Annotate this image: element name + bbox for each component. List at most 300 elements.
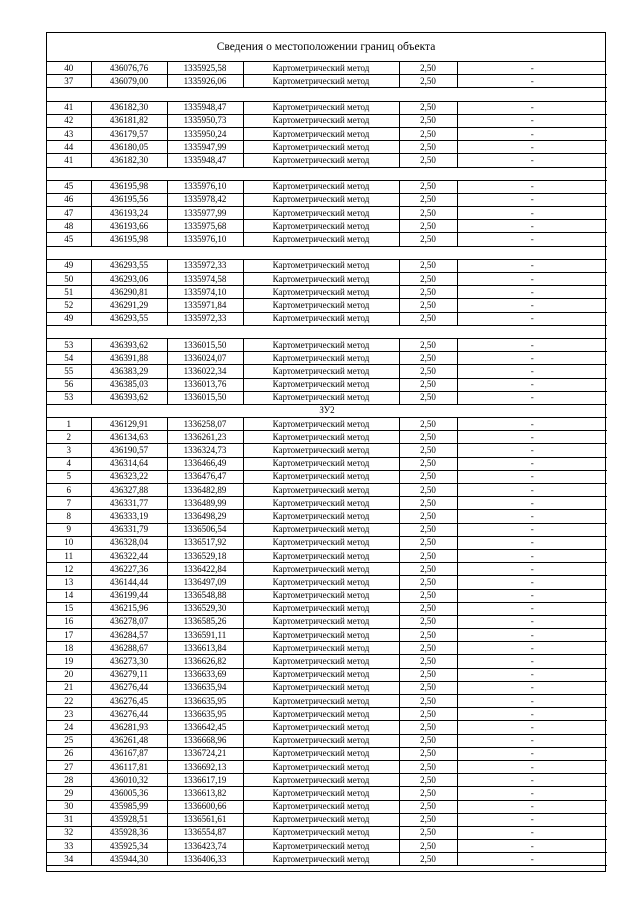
description-cell: - bbox=[457, 813, 607, 826]
description-cell: - bbox=[457, 721, 607, 734]
point-number-cell: 4 bbox=[47, 457, 91, 470]
group-separator-row bbox=[47, 246, 607, 259]
coord-y-cell: 1335978,42 bbox=[167, 193, 243, 206]
point-number-cell: 40 bbox=[47, 62, 91, 75]
description-cell: - bbox=[457, 273, 607, 286]
coord-x-cell: 436195,98 bbox=[91, 180, 167, 193]
accuracy-cell: 2,50 bbox=[399, 431, 457, 444]
method-cell: Картометрический метод bbox=[243, 853, 399, 866]
method-cell: Картометрический метод bbox=[243, 484, 399, 497]
coord-y-cell: 1335974,10 bbox=[167, 286, 243, 299]
coord-y-cell: 1336422,84 bbox=[167, 563, 243, 576]
coord-x-cell: 436215,96 bbox=[91, 602, 167, 615]
coord-x-cell: 436327,88 bbox=[91, 484, 167, 497]
description-cell: - bbox=[457, 484, 607, 497]
coord-x-cell: 436195,56 bbox=[91, 193, 167, 206]
accuracy-cell: 2,50 bbox=[399, 813, 457, 826]
table-row bbox=[47, 681, 607, 694]
description-cell: - bbox=[457, 497, 607, 510]
description-cell: - bbox=[457, 220, 607, 233]
accuracy-cell: 2,50 bbox=[399, 721, 457, 734]
accuracy-cell: 2,50 bbox=[399, 681, 457, 694]
accuracy-cell: 2,50 bbox=[399, 233, 457, 246]
method-cell: Картометрический метод bbox=[243, 62, 399, 75]
point-number-cell: 9 bbox=[47, 523, 91, 536]
point-number-cell: 18 bbox=[47, 642, 91, 655]
description-cell: - bbox=[457, 800, 607, 813]
coord-y-cell: 1336548,88 bbox=[167, 589, 243, 602]
accuracy-cell: 2,50 bbox=[399, 180, 457, 193]
method-cell: Картометрический метод bbox=[243, 75, 399, 88]
accuracy-cell: 2,50 bbox=[399, 523, 457, 536]
description-cell: - bbox=[457, 259, 607, 272]
coord-x-cell: 436193,66 bbox=[91, 220, 167, 233]
accuracy-cell: 2,50 bbox=[399, 418, 457, 431]
table-row bbox=[47, 695, 607, 708]
table-row bbox=[47, 602, 607, 615]
point-number-cell: 21 bbox=[47, 681, 91, 694]
coord-x-cell: 435944,30 bbox=[91, 853, 167, 866]
point-number-cell: 23 bbox=[47, 708, 91, 721]
coord-y-cell: 1336724,21 bbox=[167, 747, 243, 760]
point-number-cell: 32 bbox=[47, 826, 91, 839]
table-row bbox=[47, 286, 607, 299]
method-cell: Картометрический метод bbox=[243, 418, 399, 431]
coord-y-cell: 1336635,95 bbox=[167, 708, 243, 721]
coord-x-cell: 436179,57 bbox=[91, 127, 167, 140]
description-cell: - bbox=[457, 549, 607, 562]
table-row bbox=[47, 510, 607, 523]
point-number-cell: 42 bbox=[47, 114, 91, 127]
point-number-cell: 10 bbox=[47, 536, 91, 549]
coord-y-cell: 1336013,76 bbox=[167, 378, 243, 391]
group-separator-row bbox=[47, 167, 607, 180]
description-cell: - bbox=[457, 576, 607, 589]
point-number-cell: 2 bbox=[47, 431, 91, 444]
group-separator bbox=[47, 246, 607, 259]
coord-y-cell: 1336529,18 bbox=[167, 549, 243, 562]
coord-y-cell: 1335925,58 bbox=[167, 62, 243, 75]
description-cell: - bbox=[457, 826, 607, 839]
description-cell: - bbox=[457, 642, 607, 655]
table-row bbox=[47, 444, 607, 457]
coord-x-cell: 436293,55 bbox=[91, 312, 167, 325]
point-number-cell: 55 bbox=[47, 365, 91, 378]
method-cell: Картометрический метод bbox=[243, 563, 399, 576]
coord-y-cell: 1335971,84 bbox=[167, 299, 243, 312]
description-cell: - bbox=[457, 391, 607, 404]
accuracy-cell: 2,50 bbox=[399, 141, 457, 154]
point-number-cell: 54 bbox=[47, 352, 91, 365]
method-cell: Картометрический метод bbox=[243, 220, 399, 233]
coord-y-cell: 1336591,11 bbox=[167, 629, 243, 642]
table-row bbox=[47, 365, 607, 378]
accuracy-cell: 2,50 bbox=[399, 642, 457, 655]
point-number-cell: 7 bbox=[47, 497, 91, 510]
coord-x-cell: 436129,91 bbox=[91, 418, 167, 431]
document-title: Сведения о местоположении границ объекта bbox=[47, 33, 605, 62]
method-cell: Картометрический метод bbox=[243, 352, 399, 365]
method-cell: Картометрический метод bbox=[243, 444, 399, 457]
accuracy-cell: 2,50 bbox=[399, 549, 457, 562]
method-cell: Картометрический метод bbox=[243, 602, 399, 615]
table-row bbox=[47, 193, 607, 206]
method-cell: Картометрический метод bbox=[243, 536, 399, 549]
accuracy-cell: 2,50 bbox=[399, 312, 457, 325]
description-cell: - bbox=[457, 681, 607, 694]
method-cell: Картометрический метод bbox=[243, 141, 399, 154]
accuracy-cell: 2,50 bbox=[399, 444, 457, 457]
table-row bbox=[47, 563, 607, 576]
method-cell: Картометрический метод bbox=[243, 549, 399, 562]
group-separator bbox=[47, 167, 607, 180]
description-cell: - bbox=[457, 840, 607, 853]
description-cell: - bbox=[457, 141, 607, 154]
coord-x-cell: 436010,32 bbox=[91, 774, 167, 787]
coord-x-cell: 436322,44 bbox=[91, 549, 167, 562]
point-number-cell: 53 bbox=[47, 391, 91, 404]
description-cell: - bbox=[457, 62, 607, 75]
method-cell: Картометрический метод bbox=[243, 681, 399, 694]
point-number-cell: 45 bbox=[47, 233, 91, 246]
description-cell: - bbox=[457, 114, 607, 127]
coord-y-cell: 1335972,33 bbox=[167, 312, 243, 325]
table-row bbox=[47, 457, 607, 470]
point-number-cell: 33 bbox=[47, 840, 91, 853]
table-row bbox=[47, 642, 607, 655]
point-number-cell: 22 bbox=[47, 695, 91, 708]
coord-y-cell: 1336613,84 bbox=[167, 642, 243, 655]
method-cell: Картометрический метод bbox=[243, 826, 399, 839]
coord-y-cell: 1335948,47 bbox=[167, 154, 243, 167]
point-number-cell: 19 bbox=[47, 655, 91, 668]
accuracy-cell: 2,50 bbox=[399, 127, 457, 140]
accuracy-cell: 2,50 bbox=[399, 391, 457, 404]
coord-x-cell: 436167,87 bbox=[91, 747, 167, 760]
document-page bbox=[46, 32, 606, 872]
coord-x-cell: 436144,44 bbox=[91, 576, 167, 589]
coord-x-cell: 436323,22 bbox=[91, 470, 167, 483]
coord-y-cell: 1336423,74 bbox=[167, 840, 243, 853]
coord-x-cell: 436195,98 bbox=[91, 233, 167, 246]
table-row bbox=[47, 523, 607, 536]
coord-y-cell: 1335926,06 bbox=[167, 75, 243, 88]
accuracy-cell: 2,50 bbox=[399, 378, 457, 391]
table-row bbox=[47, 826, 607, 839]
point-number-cell: 47 bbox=[47, 207, 91, 220]
point-number-cell: 51 bbox=[47, 286, 91, 299]
coord-y-cell: 1336561,61 bbox=[167, 813, 243, 826]
coord-y-cell: 1336489,99 bbox=[167, 497, 243, 510]
description-cell: - bbox=[457, 589, 607, 602]
accuracy-cell: 2,50 bbox=[399, 747, 457, 760]
point-number-cell: 30 bbox=[47, 800, 91, 813]
point-number-cell: 15 bbox=[47, 602, 91, 615]
table-row bbox=[47, 378, 607, 391]
method-cell: Картометрический метод bbox=[243, 655, 399, 668]
description-cell: - bbox=[457, 563, 607, 576]
coord-y-cell: 1336261,23 bbox=[167, 431, 243, 444]
description-cell: - bbox=[457, 655, 607, 668]
point-number-cell: 12 bbox=[47, 563, 91, 576]
table-row bbox=[47, 312, 607, 325]
method-cell: Картометрический метод bbox=[243, 708, 399, 721]
coord-x-cell: 436079,00 bbox=[91, 75, 167, 88]
coord-y-cell: 1336482,89 bbox=[167, 484, 243, 497]
method-cell: Картометрический метод bbox=[243, 114, 399, 127]
coord-x-cell: 436273,30 bbox=[91, 655, 167, 668]
table-row bbox=[47, 62, 607, 75]
method-cell: Картометрический метод bbox=[243, 813, 399, 826]
point-number-cell: 49 bbox=[47, 312, 91, 325]
coord-x-cell: 436290,81 bbox=[91, 286, 167, 299]
section-header-row bbox=[47, 404, 607, 417]
point-number-cell: 1 bbox=[47, 418, 91, 431]
accuracy-cell: 2,50 bbox=[399, 760, 457, 773]
method-cell: Картометрический метод bbox=[243, 154, 399, 167]
description-cell: - bbox=[457, 207, 607, 220]
coord-x-cell: 436385,03 bbox=[91, 378, 167, 391]
method-cell: Картометрический метод bbox=[243, 721, 399, 734]
table-row bbox=[47, 101, 607, 114]
group-separator bbox=[47, 88, 607, 101]
point-number-cell: 48 bbox=[47, 220, 91, 233]
accuracy-cell: 2,50 bbox=[399, 497, 457, 510]
coord-x-cell: 436199,44 bbox=[91, 589, 167, 602]
method-cell: Картометрический метод bbox=[243, 286, 399, 299]
coord-x-cell: 435925,34 bbox=[91, 840, 167, 853]
method-cell: Картометрический метод bbox=[243, 457, 399, 470]
method-cell: Картометрический метод bbox=[243, 233, 399, 246]
coord-x-cell: 436279,11 bbox=[91, 668, 167, 681]
accuracy-cell: 2,50 bbox=[399, 615, 457, 628]
coord-x-cell: 436182,30 bbox=[91, 154, 167, 167]
point-number-cell: 43 bbox=[47, 127, 91, 140]
table-row bbox=[47, 721, 607, 734]
method-cell: Картометрический метод bbox=[243, 497, 399, 510]
coord-y-cell: 1336015,50 bbox=[167, 338, 243, 351]
accuracy-cell: 2,50 bbox=[399, 273, 457, 286]
accuracy-cell: 2,50 bbox=[399, 695, 457, 708]
coord-x-cell: 436005,36 bbox=[91, 787, 167, 800]
coord-x-cell: 436076,76 bbox=[91, 62, 167, 75]
description-cell: - bbox=[457, 431, 607, 444]
table-row bbox=[47, 484, 607, 497]
coord-x-cell: 435928,36 bbox=[91, 826, 167, 839]
coord-x-cell: 436190,57 bbox=[91, 444, 167, 457]
accuracy-cell: 2,50 bbox=[399, 338, 457, 351]
method-cell: Картометрический метод bbox=[243, 101, 399, 114]
table-row bbox=[47, 813, 607, 826]
table-row bbox=[47, 734, 607, 747]
coord-x-cell: 436314,64 bbox=[91, 457, 167, 470]
coord-y-cell: 1336635,94 bbox=[167, 681, 243, 694]
coord-y-cell: 1336022,34 bbox=[167, 365, 243, 378]
point-number-cell: 14 bbox=[47, 589, 91, 602]
coordinates-table bbox=[47, 62, 607, 866]
description-cell: - bbox=[457, 127, 607, 140]
accuracy-cell: 2,50 bbox=[399, 299, 457, 312]
table-row bbox=[47, 760, 607, 773]
method-cell: Картометрический метод bbox=[243, 747, 399, 760]
accuracy-cell: 2,50 bbox=[399, 352, 457, 365]
coord-y-cell: 1336506,54 bbox=[167, 523, 243, 536]
accuracy-cell: 2,50 bbox=[399, 708, 457, 721]
point-number-cell: 41 bbox=[47, 101, 91, 114]
description-cell: - bbox=[457, 365, 607, 378]
point-number-cell: 52 bbox=[47, 299, 91, 312]
description-cell: - bbox=[457, 457, 607, 470]
description-cell: - bbox=[457, 695, 607, 708]
description-cell: - bbox=[457, 629, 607, 642]
table-row bbox=[47, 207, 607, 220]
coord-y-cell: 1336476,47 bbox=[167, 470, 243, 483]
accuracy-cell: 2,50 bbox=[399, 259, 457, 272]
accuracy-cell: 2,50 bbox=[399, 840, 457, 853]
point-number-cell: 5 bbox=[47, 470, 91, 483]
table-row bbox=[47, 273, 607, 286]
point-number-cell: 28 bbox=[47, 774, 91, 787]
coord-y-cell: 1336024,07 bbox=[167, 352, 243, 365]
accuracy-cell: 2,50 bbox=[399, 62, 457, 75]
coord-x-cell: 436331,79 bbox=[91, 523, 167, 536]
table-row bbox=[47, 708, 607, 721]
accuracy-cell: 2,50 bbox=[399, 853, 457, 866]
method-cell: Картометрический метод bbox=[243, 378, 399, 391]
description-cell: - bbox=[457, 444, 607, 457]
coord-y-cell: 1336324,73 bbox=[167, 444, 243, 457]
point-number-cell: 37 bbox=[47, 75, 91, 88]
point-number-cell: 56 bbox=[47, 378, 91, 391]
table-row bbox=[47, 497, 607, 510]
coord-y-cell: 1336554,87 bbox=[167, 826, 243, 839]
table-row bbox=[47, 154, 607, 167]
method-cell: Картометрический метод bbox=[243, 127, 399, 140]
coord-y-cell: 1336626,82 bbox=[167, 655, 243, 668]
method-cell: Картометрический метод bbox=[243, 510, 399, 523]
table-row bbox=[47, 589, 607, 602]
coord-y-cell: 1336529,30 bbox=[167, 602, 243, 615]
coord-x-cell: 436276,45 bbox=[91, 695, 167, 708]
description-cell: - bbox=[457, 787, 607, 800]
description-cell: - bbox=[457, 708, 607, 721]
coord-y-cell: 1336617,19 bbox=[167, 774, 243, 787]
description-cell: - bbox=[457, 734, 607, 747]
table-row bbox=[47, 338, 607, 351]
coord-x-cell: 436134,63 bbox=[91, 431, 167, 444]
coord-x-cell: 436393,62 bbox=[91, 391, 167, 404]
coord-y-cell: 1335947,99 bbox=[167, 141, 243, 154]
point-number-cell: 44 bbox=[47, 141, 91, 154]
method-cell: Картометрический метод bbox=[243, 589, 399, 602]
accuracy-cell: 2,50 bbox=[399, 629, 457, 642]
accuracy-cell: 2,50 bbox=[399, 457, 457, 470]
table-row bbox=[47, 180, 607, 193]
table-row bbox=[47, 576, 607, 589]
description-cell: - bbox=[457, 602, 607, 615]
method-cell: Картометрический метод bbox=[243, 338, 399, 351]
description-cell: - bbox=[457, 615, 607, 628]
method-cell: Картометрический метод bbox=[243, 523, 399, 536]
accuracy-cell: 2,50 bbox=[399, 602, 457, 615]
coord-y-cell: 1336633,69 bbox=[167, 668, 243, 681]
method-cell: Картометрический метод bbox=[243, 615, 399, 628]
point-number-cell: 41 bbox=[47, 154, 91, 167]
coord-y-cell: 1336692,13 bbox=[167, 760, 243, 773]
method-cell: Картометрический метод bbox=[243, 695, 399, 708]
point-number-cell: 50 bbox=[47, 273, 91, 286]
method-cell: Картометрический метод bbox=[243, 668, 399, 681]
method-cell: Картометрический метод bbox=[243, 734, 399, 747]
coord-y-cell: 1336600,66 bbox=[167, 800, 243, 813]
accuracy-cell: 2,50 bbox=[399, 536, 457, 549]
coordinates-table-body bbox=[47, 62, 607, 866]
coord-y-cell: 1336466,49 bbox=[167, 457, 243, 470]
accuracy-cell: 2,50 bbox=[399, 154, 457, 167]
table-row bbox=[47, 114, 607, 127]
accuracy-cell: 2,50 bbox=[399, 800, 457, 813]
accuracy-cell: 2,50 bbox=[399, 668, 457, 681]
description-cell: - bbox=[457, 760, 607, 773]
accuracy-cell: 2,50 bbox=[399, 220, 457, 233]
accuracy-cell: 2,50 bbox=[399, 484, 457, 497]
coord-y-cell: 1336258,07 bbox=[167, 418, 243, 431]
point-number-cell: 26 bbox=[47, 747, 91, 760]
point-number-cell: 45 bbox=[47, 180, 91, 193]
accuracy-cell: 2,50 bbox=[399, 576, 457, 589]
accuracy-cell: 2,50 bbox=[399, 826, 457, 839]
coord-x-cell: 436293,06 bbox=[91, 273, 167, 286]
point-number-cell: 6 bbox=[47, 484, 91, 497]
group-separator-row bbox=[47, 325, 607, 338]
coord-y-cell: 1336406,33 bbox=[167, 853, 243, 866]
method-cell: Картометрический метод bbox=[243, 629, 399, 642]
accuracy-cell: 2,50 bbox=[399, 365, 457, 378]
point-number-cell: 29 bbox=[47, 787, 91, 800]
accuracy-cell: 2,50 bbox=[399, 589, 457, 602]
table-row bbox=[47, 549, 607, 562]
coord-y-cell: 1336517,92 bbox=[167, 536, 243, 549]
table-row bbox=[47, 75, 607, 88]
table-row bbox=[47, 220, 607, 233]
description-cell: - bbox=[457, 774, 607, 787]
coord-x-cell: 436293,55 bbox=[91, 259, 167, 272]
table-row bbox=[47, 668, 607, 681]
table-row bbox=[47, 774, 607, 787]
coord-y-cell: 1335950,73 bbox=[167, 114, 243, 127]
accuracy-cell: 2,50 bbox=[399, 286, 457, 299]
coord-y-cell: 1336497,09 bbox=[167, 576, 243, 589]
coord-x-cell: 436328,04 bbox=[91, 536, 167, 549]
table-row bbox=[47, 352, 607, 365]
coord-x-cell: 436276,44 bbox=[91, 681, 167, 694]
coord-y-cell: 1335977,99 bbox=[167, 207, 243, 220]
method-cell: Картометрический метод bbox=[243, 299, 399, 312]
accuracy-cell: 2,50 bbox=[399, 470, 457, 483]
coord-x-cell: 436117,81 bbox=[91, 760, 167, 773]
accuracy-cell: 2,50 bbox=[399, 510, 457, 523]
coord-y-cell: 1335976,10 bbox=[167, 233, 243, 246]
coord-y-cell: 1335972,33 bbox=[167, 259, 243, 272]
description-cell: - bbox=[457, 378, 607, 391]
description-cell: - bbox=[457, 286, 607, 299]
description-cell: - bbox=[457, 299, 607, 312]
method-cell: Картометрический метод bbox=[243, 365, 399, 378]
coord-y-cell: 1336015,50 bbox=[167, 391, 243, 404]
method-cell: Картометрический метод bbox=[243, 840, 399, 853]
description-cell: - bbox=[457, 470, 607, 483]
accuracy-cell: 2,50 bbox=[399, 101, 457, 114]
